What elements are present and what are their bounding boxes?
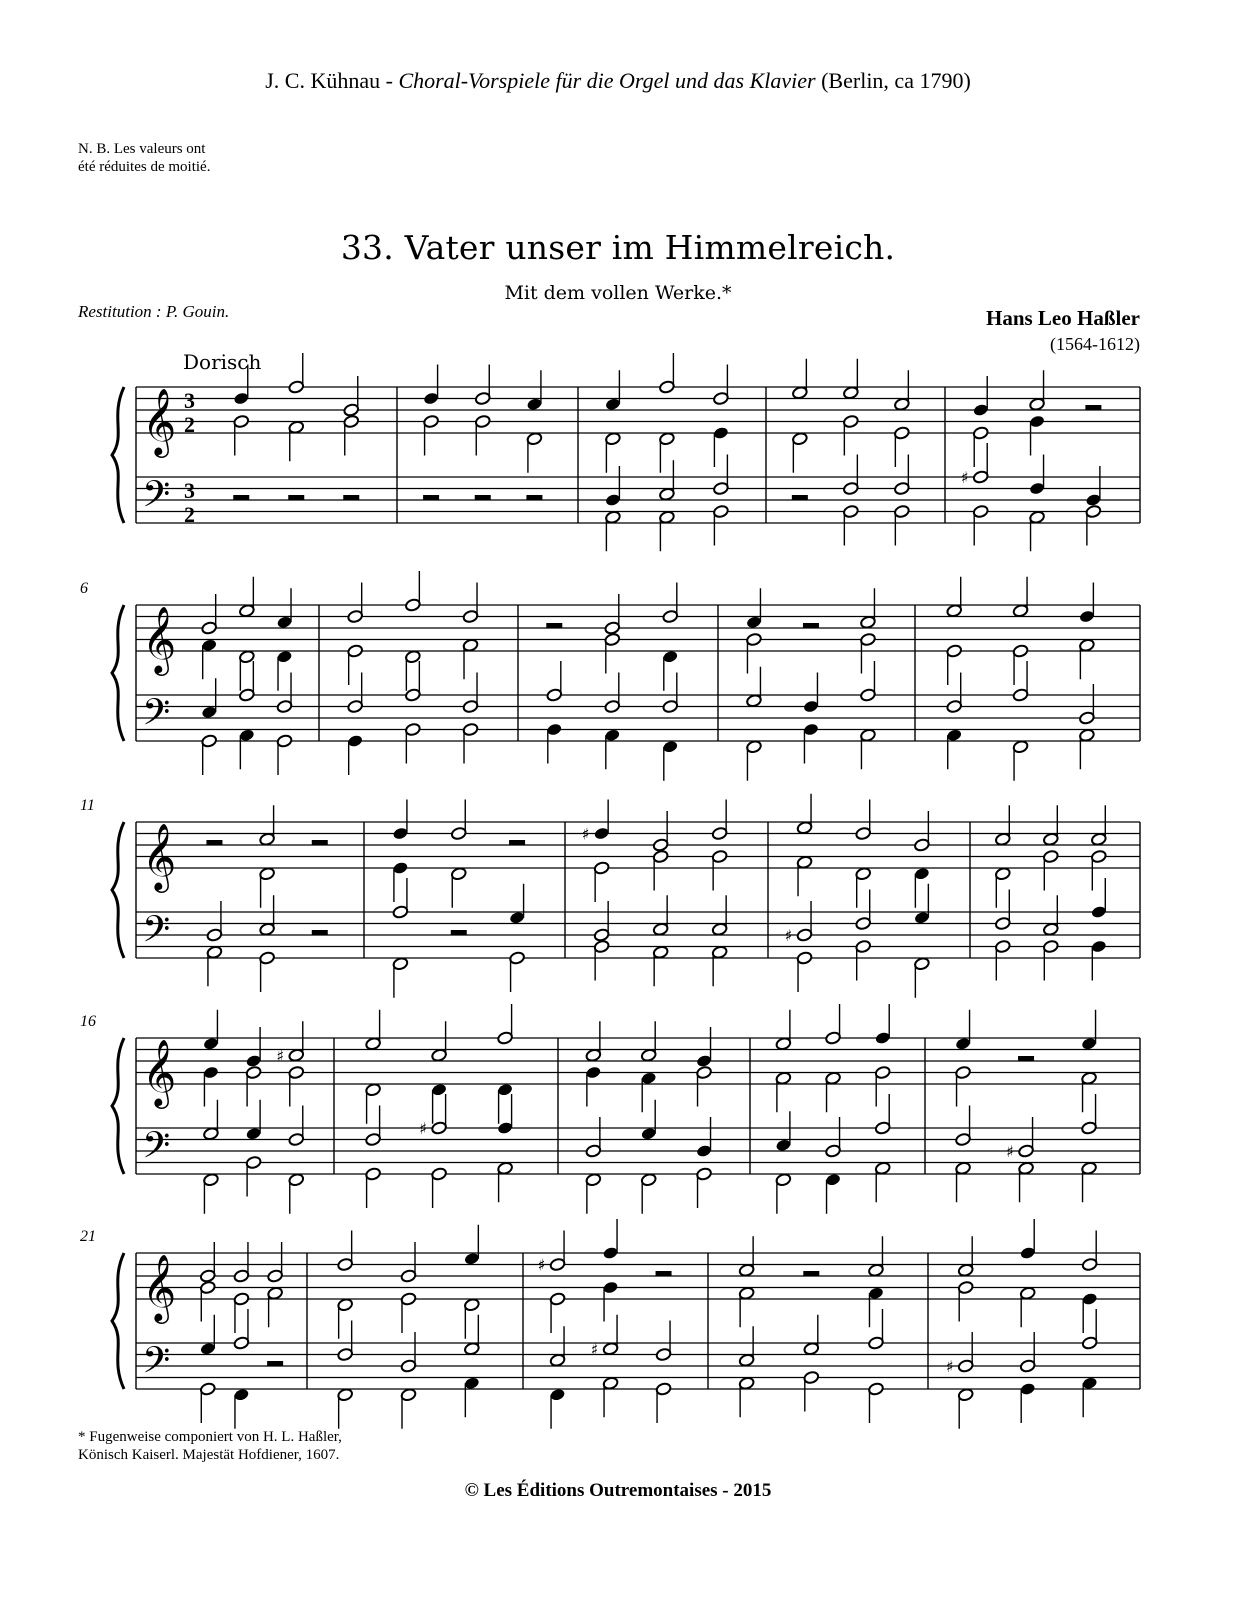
copyright-notice: © Les Éditions Outremontaises - 2015 <box>464 1480 772 1501</box>
half-rest <box>1085 405 1101 410</box>
piece-title: 33. Vater unser im Himmelreich. <box>340 228 896 267</box>
composer-dates: (1564-1612) <box>1050 334 1140 354</box>
half-rest <box>803 623 819 628</box>
half-rest <box>233 495 249 500</box>
half-rest <box>451 930 467 935</box>
half-rest <box>546 623 562 628</box>
nota-bene-line-2: été réduites de moitié. <box>78 159 211 175</box>
half-rest <box>1018 1056 1034 1061</box>
half-rest <box>267 1361 283 1366</box>
header-work-title: Choral-Vorspiele für die Orgel und das Klavier <box>398 68 816 93</box>
half-rest <box>423 495 439 500</box>
measure-number: 21 <box>80 1228 96 1245</box>
footnote-line-2: Könisch Kaiserl. Majestät Hofdiener, 1607. <box>78 1447 340 1463</box>
bass-clef-icon: 𝄢 <box>142 908 171 960</box>
half-rest <box>803 1271 819 1276</box>
half-rest <box>206 840 222 845</box>
composer-name: Hans Leo Haßler <box>985 306 1140 330</box>
time-signature-numerator: 3 <box>184 388 195 413</box>
treble-clef-icon: 𝄞 <box>142 387 177 455</box>
half-rest <box>312 840 328 845</box>
header-work-suffix: (Berlin, ca 1790) <box>815 68 971 93</box>
treble-clef-icon: 𝄞 <box>142 605 177 673</box>
sharp-sign: ♯ <box>945 1357 954 1376</box>
time-signature-denominator: 2 <box>184 502 195 527</box>
nota-bene-line-1: N. B. Les valeurs ont <box>78 141 206 157</box>
time-signature-denominator: 2 <box>184 412 195 437</box>
header-attribution: J. C. Kühnau - <box>265 68 399 93</box>
sharp-sign: ♯ <box>590 1339 599 1359</box>
measure-number: 11 <box>80 797 95 814</box>
sharp-sign: ♯ <box>1006 1142 1014 1161</box>
sharp-sign: ♯ <box>581 824 590 844</box>
bass-clef-icon: 𝄢 <box>142 1124 171 1176</box>
half-rest <box>288 495 304 500</box>
half-rest <box>343 495 359 500</box>
half-rest <box>475 495 491 500</box>
bass-clef-icon: 𝄢 <box>142 1339 171 1391</box>
grand-staff-brace <box>112 1038 124 1174</box>
piece-subtitle: Mit dem vollen Werke.* <box>504 282 732 304</box>
treble-clef-icon: 𝄞 <box>142 822 177 890</box>
treble-clef-icon: 𝄞 <box>142 1253 177 1321</box>
grand-staff-brace <box>112 605 124 741</box>
half-rest <box>509 840 525 845</box>
measure-number: 6 <box>80 580 88 597</box>
measure-number: 16 <box>80 1013 96 1030</box>
grand-staff-brace <box>112 387 124 523</box>
sharp-sign: ♯ <box>419 1119 427 1138</box>
half-rest <box>792 495 808 500</box>
bass-clef-icon: 𝄢 <box>142 691 171 743</box>
half-rest <box>312 930 328 935</box>
sharp-sign: ♯ <box>276 1046 285 1066</box>
footnote <box>78 1428 342 1464</box>
restitution-credit: Restitution : P. Gouin. <box>78 302 230 321</box>
treble-clef-icon: 𝄞 <box>142 1038 177 1106</box>
bass-clef-icon: 𝄢 <box>142 473 171 525</box>
footnote-line-1: * Fugenweise componiert von H. L. Haßler, <box>78 1429 342 1445</box>
half-rest <box>526 495 542 500</box>
grand-staff-brace <box>112 1253 124 1389</box>
time-signature-numerator: 3 <box>184 478 195 503</box>
half-rest <box>656 1271 672 1276</box>
sharp-sign: ♯ <box>784 926 793 945</box>
sharp-sign: ♯ <box>537 1255 546 1275</box>
mode-marking: Dorisch <box>183 350 262 374</box>
grand-staff-brace <box>112 822 124 958</box>
sharp-sign: ♯ <box>960 468 969 487</box>
